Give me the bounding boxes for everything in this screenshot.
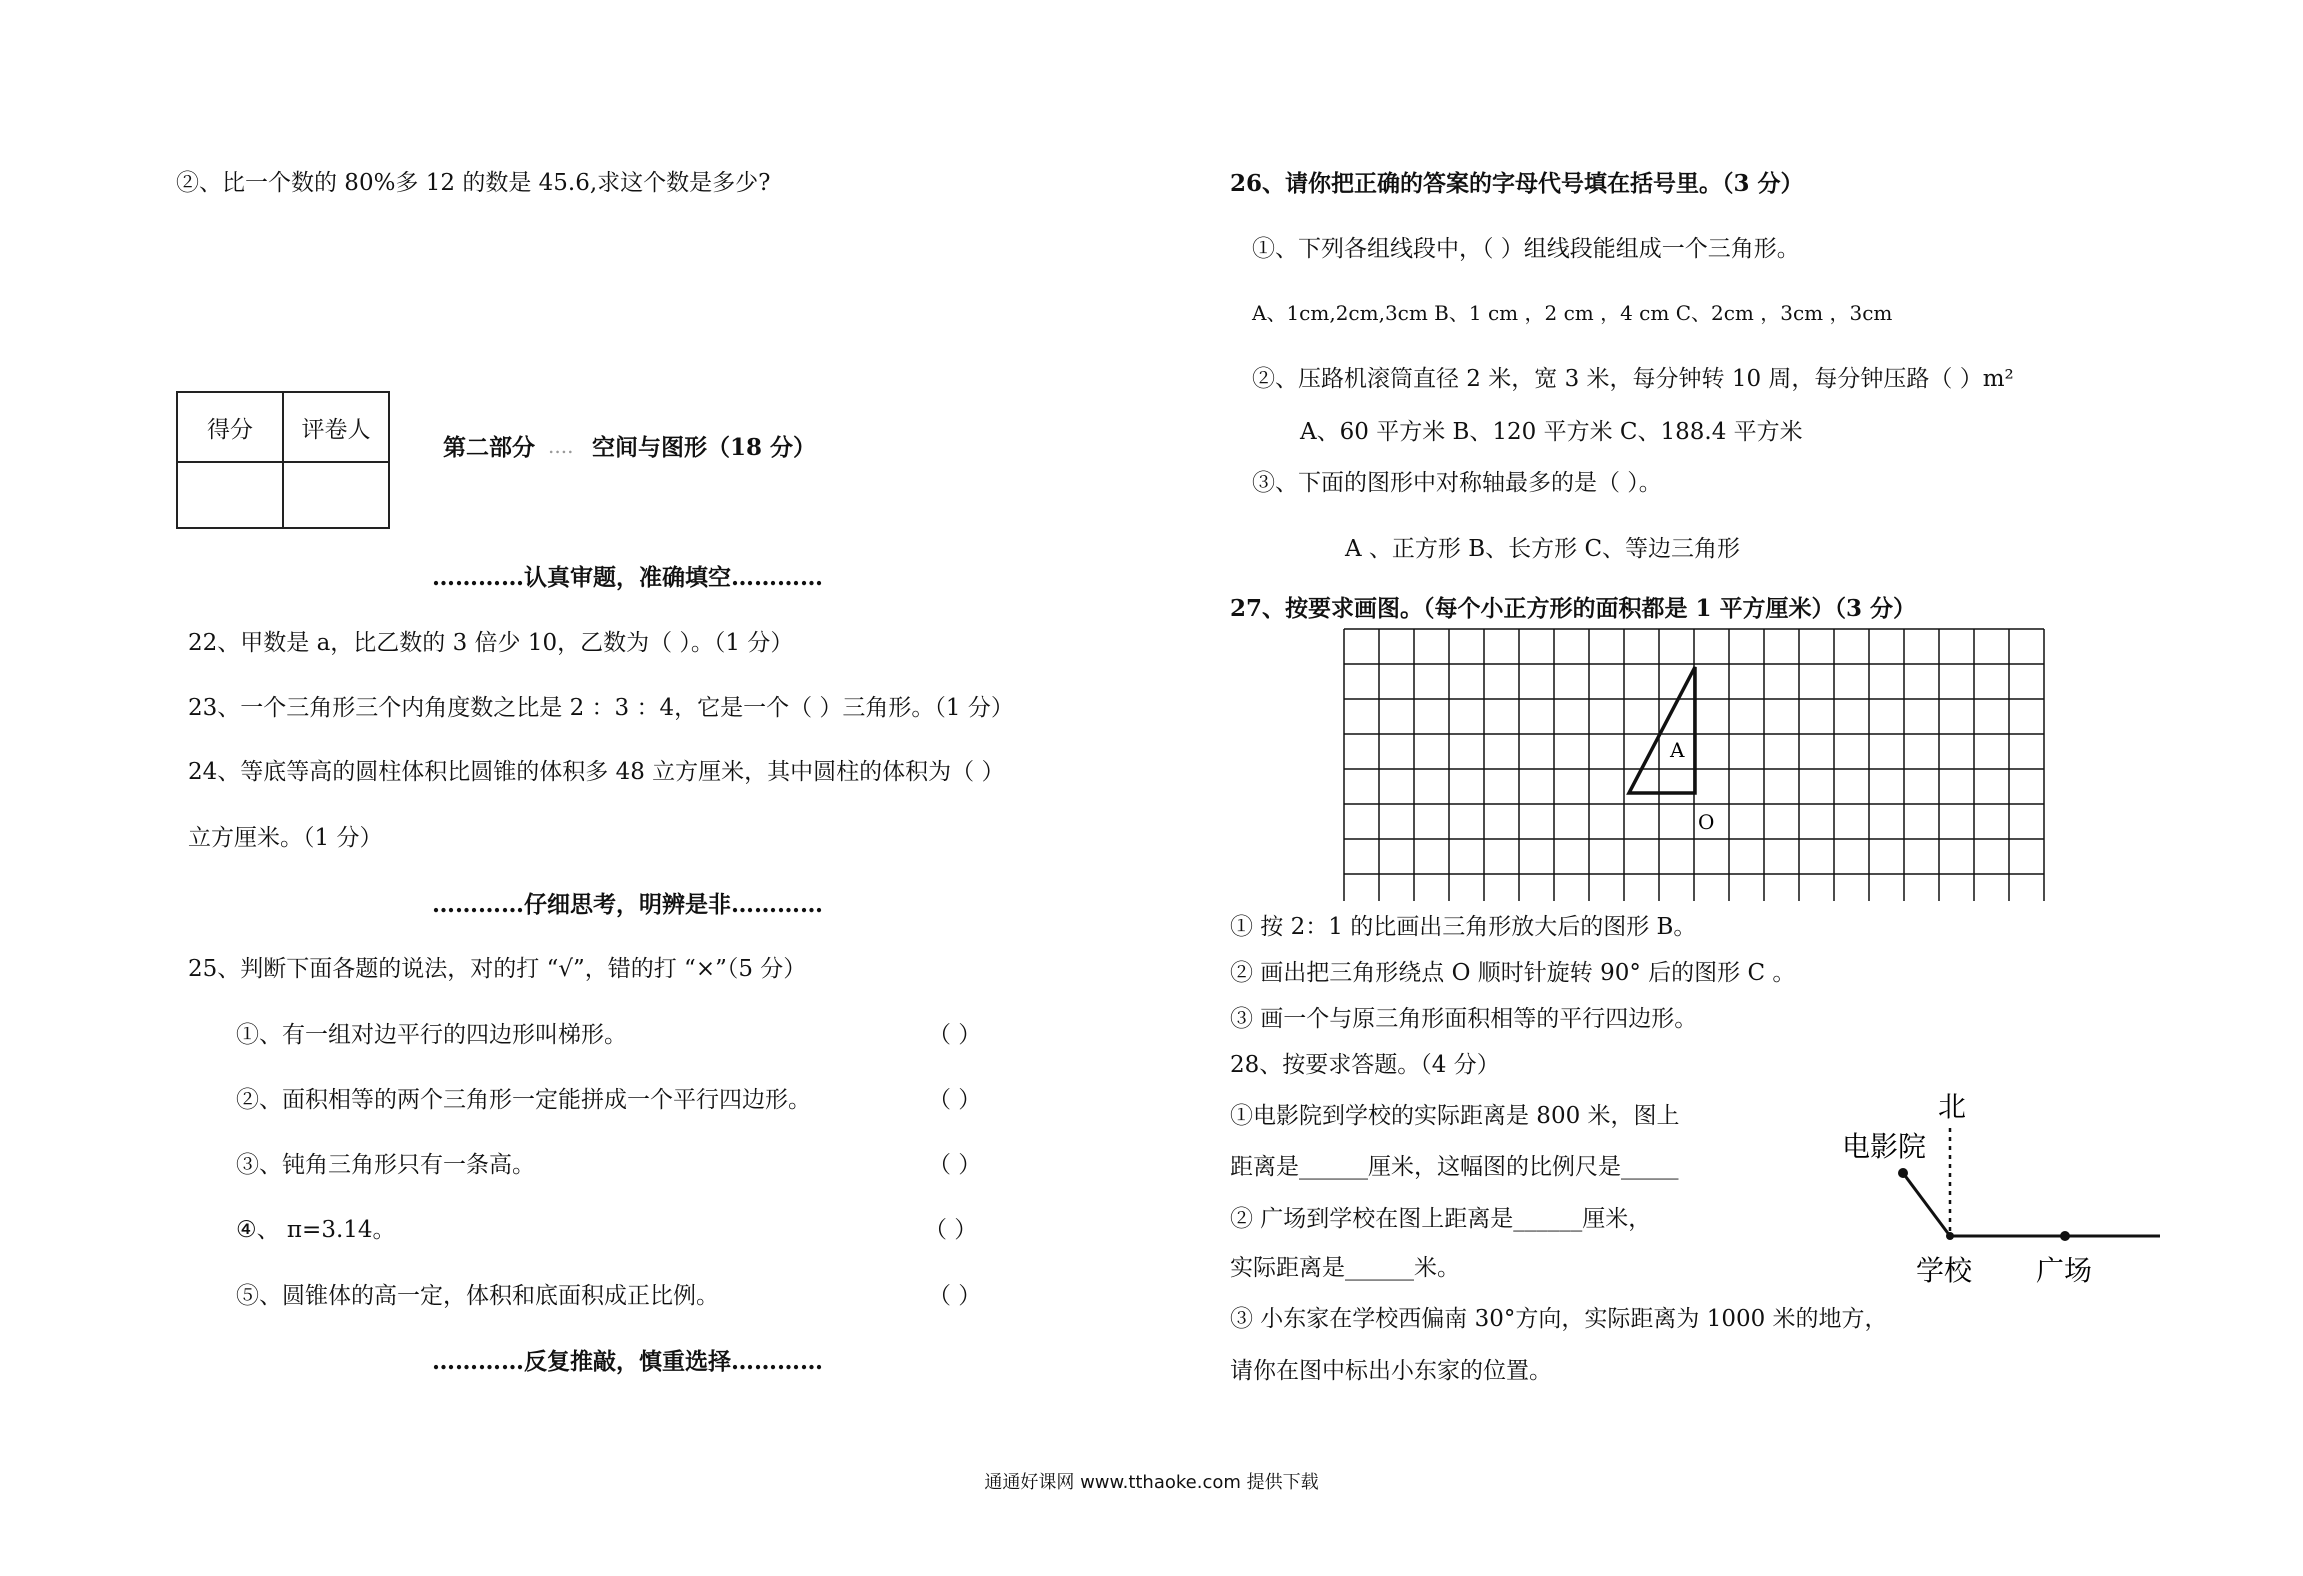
- question-24-line2: 立方厘米。（1 分）: [188, 825, 383, 851]
- footer-credit: 通通好课网 www.tthaoke.com 提供下载: [984, 1472, 1319, 1493]
- triangle-a-label: A: [1670, 738, 1685, 762]
- score-header: 得分: [177, 392, 283, 462]
- school-label: 学校: [1916, 1254, 1973, 1287]
- question-26-3-options: A 、正方形 B、长方形 C、等边三角形: [1345, 536, 1741, 562]
- square-point: [2060, 1231, 2070, 1241]
- score-table: [176, 391, 390, 529]
- score-cell[interactable]: [177, 462, 283, 528]
- question-26-title: 26、请你把正确的答案的字母代号填在括号里。（3 分）: [1230, 170, 1804, 197]
- question-28-title: 28、按要求答题。（4 分）: [1230, 1052, 1500, 1078]
- question-27-title: 27、按要求画图。（每个小正方形的面积都是 1 平方厘米）（3 分）: [1230, 595, 1917, 622]
- part2-title: 第二部分: [443, 434, 535, 461]
- q25-answer-3[interactable]: （ ）: [928, 1152, 982, 1178]
- section-fill-heading: …………认真审题，准确填空…………: [432, 564, 823, 591]
- q25-item-4: ④、 π=3.14。: [236, 1217, 396, 1243]
- grader-cell[interactable]: [283, 462, 389, 528]
- question-22: 22、甲数是 a，比乙数的 3 倍少 10，乙数为（ ）。（1 分）: [188, 630, 794, 656]
- q25-answer-5[interactable]: （ ）: [928, 1283, 982, 1309]
- q25-item-2: ②、面积相等的两个三角形一定能拼成一个平行四边形。: [236, 1087, 811, 1113]
- square-grid[interactable]: [1340, 625, 2060, 901]
- cinema-point: [1898, 1168, 1908, 1178]
- direction-map[interactable]: [1820, 1090, 2180, 1290]
- question-24-line1: 24、等底等高的圆柱体积比圆锥的体积多 48 立方厘米，其中圆柱的体积为（ ）: [188, 759, 1005, 785]
- question-26-2-options: A、60 平方米 B、120 平方米 C、188.4 平方米: [1300, 419, 1803, 445]
- q28-1-line1: ①电影院到学校的实际距离是 800 米，图上: [1230, 1103, 1680, 1129]
- q28-2-line2: 实际距离是______米。: [1230, 1255, 1460, 1281]
- q28-1-line2: 距离是______厘米，这幅图的比例尺是_____: [1230, 1154, 1679, 1180]
- question-26-1-options: A、1cm,2cm,3cm B、1 cm ，2 cm ，4 cm C、2cm ，3cm ，3cm: [1252, 301, 1893, 325]
- section-judge-heading: …………仔细思考，明辨是非…………: [432, 891, 823, 918]
- question-23: 23、一个三角形三个内角度数之比是 2 ：3 ：4，它是一个（ ）三角形。（1 分）: [188, 695, 1014, 721]
- part2-subject: 空间与图形（18 分）: [592, 434, 817, 461]
- q27-item-2: ② 画出把三角形绕点 O 顺时针旋转 90° 后的图形 C 。: [1230, 960, 1796, 986]
- q25-answer-4[interactable]: （ ）: [924, 1217, 978, 1243]
- cinema-label: 电影院: [1842, 1130, 1927, 1163]
- point-o-label: O: [1698, 810, 1715, 834]
- north-label: 北: [1938, 1090, 1967, 1123]
- school-point: [1946, 1232, 1954, 1240]
- question-25-title: 25、判断下面各题的说法，对的打 “√”，错的打 “×”（5 分）: [188, 956, 807, 982]
- q25-answer-2[interactable]: （ ）: [928, 1087, 982, 1113]
- school-cinema-line: [1903, 1173, 1950, 1236]
- q25-answer-1[interactable]: （ ）: [928, 1022, 982, 1048]
- q28-3-line1: ③ 小东家在学校西偏南 30°方向，实际距离为 1000 米的地方，: [1230, 1306, 1888, 1332]
- grader-header: 评卷人: [283, 392, 389, 462]
- question-26-1: ①、下列各组线段中，（ ）组线段能组成一个三角形。: [1252, 236, 1800, 262]
- q25-item-3: ③、钝角三角形只有一条高。: [236, 1152, 535, 1178]
- section-choose-heading: …………反复推敲，慎重选择…………: [432, 1348, 823, 1375]
- q28-2-line1: ② 广场到学校在图上距离是______厘米，: [1230, 1206, 1652, 1232]
- triangle-a: [1629, 667, 1695, 793]
- question-21-2: ②、比一个数的 80%多 12 的数是 45.6,求这个数是多少?: [176, 170, 771, 196]
- question-26-3: ③、下面的图形中对称轴最多的是（ ）。: [1252, 470, 1662, 496]
- square-label: 广场: [2036, 1254, 2093, 1287]
- q28-3-line2: 请你在图中标出小东家的位置。: [1230, 1358, 1552, 1384]
- q27-item-1: ① 按 2：1 的比画出三角形放大后的图形 B。: [1230, 914, 1697, 940]
- q25-item-5: ⑤、圆锥体的高一定，体积和底面积成正比例。: [236, 1283, 719, 1309]
- question-26-2: ②、压路机滚筒直径 2 米，宽 3 米，每分钟转 10 周，每分钟压路（ ）m²: [1252, 366, 2014, 392]
- part2-dots: ....: [548, 434, 574, 458]
- q27-item-3: ③ 画一个与原三角形面积相等的平行四边形。: [1230, 1006, 1698, 1032]
- q25-item-1: ①、有一组对边平行的四边形叫梯形。: [236, 1022, 627, 1048]
